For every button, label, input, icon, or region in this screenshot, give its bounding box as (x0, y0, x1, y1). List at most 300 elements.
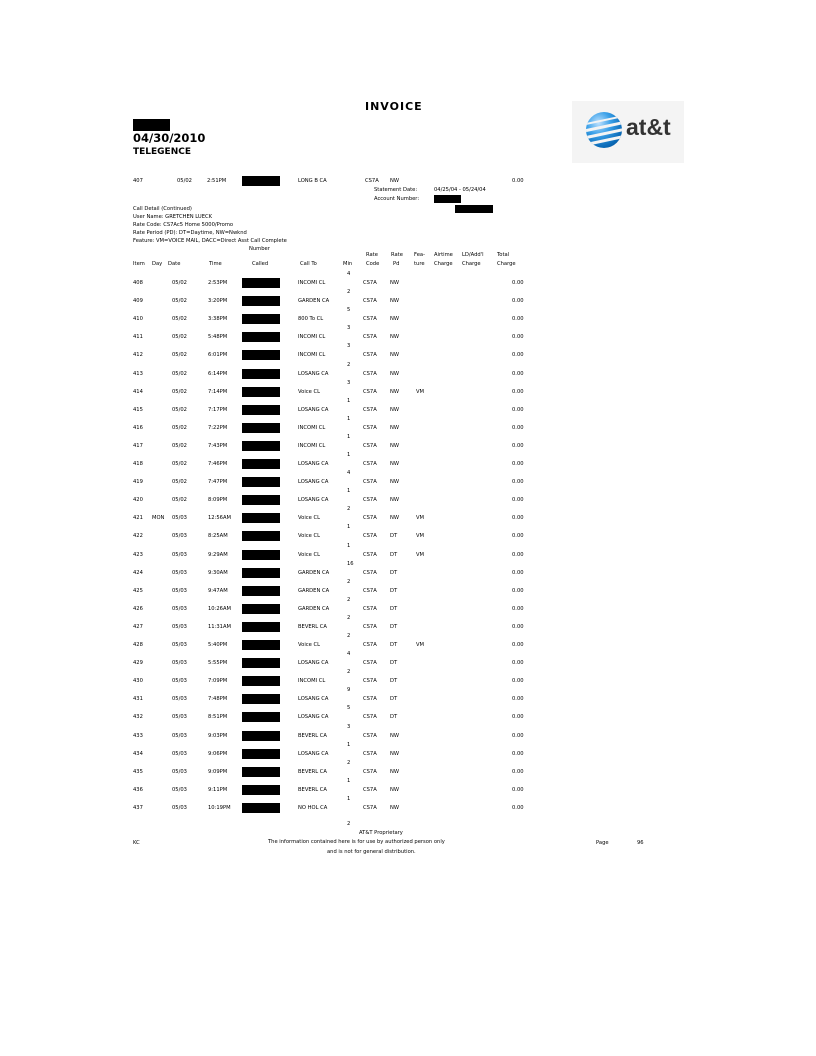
row-min: 1 (347, 524, 351, 531)
row-item: 428 (133, 642, 143, 648)
row-date: 05/02 (172, 442, 187, 449)
row-total: 0.00 (512, 497, 524, 504)
row-total: 0.00 (512, 587, 524, 594)
col-number-bottom: Called (252, 261, 269, 267)
footer-proprietary: AT&T Proprietary (359, 830, 403, 836)
redacted-number (242, 477, 280, 487)
row-min: 1 (347, 777, 351, 784)
row-min: 9 (347, 687, 351, 694)
call-detail-line-4: Rate Period (PD): DT=Daytime, NW=Nwknd (133, 230, 247, 236)
row-min: 4 (347, 651, 351, 658)
row-total: 0.00 (512, 370, 524, 377)
footer-left-code: KC (133, 840, 140, 846)
col-feature-top: Fea- (414, 252, 425, 258)
row-item: 436 (133, 786, 143, 793)
col-ld-top: LD/Add'l (462, 252, 484, 258)
redacted-number (242, 405, 280, 415)
row-date: 05/03 (172, 696, 187, 703)
row-rate-pd: NW (390, 750, 400, 757)
row-call-to: Voice CL (298, 551, 320, 558)
row-call-to: GARDEN CA (298, 298, 330, 305)
row-time: 7:22PM (208, 424, 228, 431)
row-rate-pd: NW (390, 280, 400, 286)
first-item-total: 0.00 (512, 178, 524, 184)
row-date: 05/03 (172, 587, 187, 594)
col-rate-pd-top: Rate (391, 252, 403, 258)
redacted-number (242, 676, 280, 686)
row-item: 409 (133, 298, 143, 305)
row-min: 2 (347, 289, 351, 296)
row-rate-pd: DT (390, 551, 398, 558)
row-item: 414 (133, 388, 143, 395)
redacted-number (242, 296, 280, 306)
row-total: 0.00 (512, 352, 524, 359)
row-rate-code: CS7A (363, 605, 377, 612)
row-call-to: NO HOL CA (298, 804, 328, 811)
row-min: 2 (347, 506, 351, 513)
row-total: 0.00 (512, 479, 524, 486)
redacted-number (242, 495, 280, 505)
row-min: 5 (347, 705, 351, 712)
redacted-number (242, 441, 280, 451)
col-date: Date (168, 261, 181, 267)
row-min: 1 (347, 397, 351, 404)
col-airtime-bottom: Charge (434, 261, 453, 267)
col-number-top: Number (249, 246, 270, 252)
row-rate-pd: NW (390, 442, 400, 449)
row-rate-code: CS7A (363, 298, 377, 305)
row-min: 2 (347, 633, 351, 639)
row-date: 05/03 (172, 714, 187, 721)
redacted-number (242, 513, 280, 523)
row-min: 2 (347, 361, 351, 368)
redacted-number (242, 387, 280, 397)
row-min: 4 (347, 271, 351, 277)
row-rate-code: CS7A (363, 732, 377, 739)
row-time: 7:43PM (208, 442, 228, 449)
invoice-date: 04/30/2010 (133, 131, 206, 145)
row-item: 435 (133, 768, 143, 775)
col-ld-bottom: Charge (462, 261, 481, 267)
row-item: 429 (133, 660, 143, 667)
row-date: 05/03 (172, 678, 187, 685)
row-rate-pd: DT (390, 605, 398, 612)
row-rate-pd: NW (390, 786, 400, 793)
row-date: 05/03 (172, 804, 187, 811)
row-date: 05/03 (172, 533, 187, 540)
row-date: 05/02 (172, 479, 187, 486)
row-rate-pd: NW (390, 515, 400, 522)
redacted-number (242, 658, 280, 668)
row-rate-code: CS7A (363, 642, 377, 648)
row-total: 0.00 (512, 732, 524, 739)
row-min: 3 (347, 325, 351, 332)
row-rate-pd: NW (390, 316, 400, 323)
row-time: 7:47PM (208, 479, 228, 486)
row-rate-code: CS7A (363, 406, 377, 413)
row-feature: VM (416, 515, 425, 522)
footer-notice-line-2: and is not for general distribution. (327, 849, 416, 855)
row-min: 1 (347, 452, 351, 458)
row-date: 05/03 (172, 732, 187, 739)
row-time: 9:09PM (208, 768, 228, 775)
row-item: 415 (133, 406, 143, 413)
row-call-to: INCOMI CL (298, 424, 326, 431)
row-item: 410 (133, 316, 143, 323)
row-call-to: LOSANG CA (298, 479, 329, 486)
row-call-to: LOSANG CA (298, 370, 329, 377)
footer-page-number: 96 (637, 840, 644, 846)
row-rate-code: CS7A (363, 678, 377, 685)
row-rate-pd: NW (390, 298, 400, 305)
redacted-account-number-2 (455, 205, 493, 213)
row-call-to: GARDEN CA (298, 587, 330, 594)
row-call-to: LOSANG CA (298, 461, 329, 467)
row-call-to: LOSANG CA (298, 406, 329, 413)
row-date: 05/02 (172, 370, 187, 377)
row-rate-pd: NW (390, 424, 400, 431)
row-total: 0.00 (512, 515, 524, 522)
row-date: 05/02 (172, 461, 187, 467)
row-total: 0.00 (512, 551, 524, 558)
call-detail-line-3: Rate Code: CS7Ac5 Home 5000/Promo (133, 222, 234, 228)
row-call-to: Voice CL (298, 642, 320, 648)
first-item-number: 407 (133, 178, 143, 184)
row-total: 0.00 (512, 768, 524, 775)
row-rate-code: CS7A (363, 388, 377, 395)
row-item: 419 (133, 479, 143, 486)
row-time: 12:56AM (208, 515, 231, 522)
row-time: 10:26AM (208, 605, 231, 612)
row-total: 0.00 (512, 334, 524, 341)
row-call-to: BEVERL CA (298, 623, 327, 630)
row-time: 7:48PM (208, 696, 228, 703)
footer-notice-line-1: The information contained here is for use by authorized person only (268, 839, 445, 845)
row-date: 05/03 (172, 551, 187, 558)
row-item: 425 (133, 587, 143, 594)
row-min: 3 (347, 343, 351, 350)
row-rate-code: CS7A (363, 623, 377, 630)
row-min: 1 (347, 415, 351, 422)
row-total: 0.00 (512, 442, 524, 449)
row-call-to: Voice CL (298, 533, 320, 540)
row-item: 417 (133, 442, 143, 449)
row-call-to: BEVERL CA (298, 768, 327, 775)
row-time: 5:48PM (208, 334, 228, 341)
row-rate-code: CS7A (363, 696, 377, 703)
row-time: 3:38PM (208, 316, 228, 323)
row-item: 411 (133, 334, 143, 341)
row-rate-pd: NW (390, 732, 400, 739)
row-call-to: Voice CL (298, 515, 320, 522)
row-rate-pd: NW (390, 768, 400, 775)
row-total: 0.00 (512, 750, 524, 757)
row-total: 0.00 (512, 678, 524, 685)
row-rate-code: CS7A (363, 533, 377, 540)
redacted-number (242, 604, 280, 614)
row-date: 05/02 (172, 497, 187, 504)
row-rate-pd: DT (390, 642, 398, 648)
row-time: 2:53PM (208, 280, 228, 286)
row-total: 0.00 (512, 533, 524, 540)
row-rate-code: CS7A (363, 569, 377, 576)
row-min: 2 (347, 596, 351, 603)
row-rate-pd: NW (390, 352, 400, 359)
row-rate-pd: NW (390, 388, 400, 395)
row-call-to: INCOMI CL (298, 442, 326, 449)
row-rate-pd: DT (390, 714, 398, 721)
row-item: 422 (133, 533, 143, 540)
row-call-to: GARDEN CA (298, 569, 330, 576)
redacted-number (242, 332, 280, 342)
row-rate-pd: DT (390, 660, 398, 667)
row-total: 0.00 (512, 714, 524, 721)
row-rate-pd: DT (390, 569, 398, 576)
row-time: 5:40PM (208, 642, 228, 648)
row-call-to: Voice CL (298, 388, 320, 395)
row-item: 434 (133, 750, 143, 757)
row-time: 7:14PM (208, 388, 228, 395)
row-total: 0.00 (512, 696, 524, 703)
row-date: 05/03 (172, 768, 187, 775)
row-call-to: INCOMI CL (298, 352, 326, 359)
redacted-number (242, 278, 280, 288)
row-rate-pd: DT (390, 587, 398, 594)
row-rate-pd: NW (390, 406, 400, 413)
row-call-to: LOSANG CA (298, 660, 329, 667)
row-rate-pd: NW (390, 334, 400, 341)
redacted-number (242, 314, 280, 324)
redacted-number (242, 731, 280, 741)
redacted-number (242, 550, 280, 560)
row-rate-code: CS7A (363, 587, 377, 594)
row-rate-code: CS7A (363, 334, 377, 341)
row-rate-pd: NW (390, 479, 400, 486)
row-time: 9:29AM (208, 551, 228, 558)
row-time: 9:03PM (208, 732, 228, 739)
row-rate-code: CS7A (363, 352, 377, 359)
row-time: 9:06PM (208, 750, 228, 757)
row-rate-pd: DT (390, 623, 398, 630)
company-name: TELEGENCE (133, 147, 191, 157)
col-feature-bottom: ture (414, 261, 425, 267)
row-rate-pd: DT (390, 533, 398, 540)
row-feature: VM (416, 642, 425, 648)
row-total: 0.00 (512, 786, 524, 793)
statement-date-label: Statement Date: (374, 187, 418, 193)
row-rate-code: CS7A (363, 660, 377, 667)
row-min: 1 (347, 433, 351, 440)
row-min: 3 (347, 379, 351, 386)
row-rate-pd: DT (390, 696, 398, 703)
statement-date-value: 04/25/04 - 05/24/04 (434, 187, 486, 193)
row-total: 0.00 (512, 298, 524, 305)
redacted-number (242, 176, 280, 186)
row-call-to: BEVERL CA (298, 786, 327, 793)
att-logo-text: at&t (626, 114, 671, 140)
row-rate-code: CS7A (363, 280, 377, 286)
row-rate-pd: NW (390, 370, 400, 377)
first-item-call-to: LONG B CA (298, 178, 327, 184)
row-item: 423 (133, 551, 143, 558)
row-rate-code: CS7A (363, 750, 377, 757)
first-item-rate-code: CS7A (365, 178, 379, 184)
row-rate-code: CS7A (363, 515, 377, 522)
row-item: 416 (133, 424, 143, 431)
row-time: 3:20PM (208, 298, 228, 305)
row-rate-pd: NW (390, 497, 400, 504)
row-rate-code: CS7A (363, 442, 377, 449)
call-detail-line-5: Feature: VM=VOICE MAIL, DACC=Direct Asst Call Complete (133, 238, 287, 244)
row-date: 05/02 (172, 280, 187, 286)
row-item: 433 (133, 732, 143, 739)
row-total: 0.00 (512, 406, 524, 413)
row-min: 16 (347, 560, 354, 567)
row-item: 412 (133, 352, 143, 359)
row-total: 0.00 (512, 605, 524, 612)
row-min: 1 (347, 741, 351, 748)
row-time: 5:55PM (208, 660, 228, 667)
row-call-to: LOSANG CA (298, 714, 329, 721)
row-total: 0.00 (512, 280, 524, 286)
row-min: 1 (347, 488, 351, 495)
row-time: 6:14PM (208, 370, 228, 377)
row-item: 432 (133, 714, 143, 721)
row-feature: VM (416, 533, 425, 540)
row-time: 7:09PM (208, 678, 228, 685)
redacted-number (242, 350, 280, 360)
col-rate-code-bottom: Code (366, 261, 380, 267)
trailing-min: 2 (347, 821, 351, 827)
row-min: 1 (347, 542, 351, 549)
row-time: 8:25AM (208, 533, 228, 540)
row-total: 0.00 (512, 642, 524, 648)
row-feature: VM (416, 388, 425, 395)
row-rate-code: CS7A (363, 551, 377, 558)
row-min: 1 (347, 795, 351, 802)
row-item: 427 (133, 623, 143, 630)
row-rate-code: CS7A (363, 768, 377, 775)
row-time: 9:47AM (208, 587, 228, 594)
col-total-top: Total (497, 252, 510, 258)
row-date: 05/03 (172, 642, 187, 648)
redacted-number (242, 586, 280, 596)
row-rate-pd: DT (390, 678, 398, 685)
row-call-to: GARDEN CA (298, 605, 330, 612)
row-total: 0.00 (512, 660, 524, 667)
footer-page-label: Page (596, 840, 609, 846)
col-rate-code-top: Rate (366, 252, 378, 258)
row-rate-code: CS7A (363, 497, 377, 504)
row-total: 0.00 (512, 569, 524, 576)
redacted-number (242, 712, 280, 722)
row-min: 2 (347, 614, 351, 621)
att-logo (572, 101, 684, 163)
att-globe-icon (586, 112, 622, 148)
row-time: 11:31AM (208, 623, 231, 630)
row-item: 431 (133, 696, 143, 703)
row-time: 7:46PM (208, 461, 228, 467)
redacted-number (242, 622, 280, 632)
row-min: 5 (347, 307, 351, 314)
row-call-to: INCOMI CL (298, 280, 326, 286)
row-feature: VM (416, 551, 425, 558)
row-call-to: LOSANG CA (298, 696, 329, 703)
row-total: 0.00 (512, 388, 524, 395)
col-airtime-top: Airtime (434, 252, 453, 258)
row-time: 6:01PM (208, 352, 228, 359)
row-total: 0.00 (512, 424, 524, 431)
row-rate-code: CS7A (363, 804, 377, 811)
call-detail-line-2: User Name: GRETCHEN LUECK (133, 214, 212, 220)
row-total: 0.00 (512, 461, 524, 467)
row-date: 05/03 (172, 750, 187, 757)
row-date: 05/02 (172, 352, 187, 359)
col-min: Min (343, 261, 353, 267)
row-item: 430 (133, 678, 143, 685)
row-total: 0.00 (512, 316, 524, 323)
row-date: 05/03 (172, 660, 187, 667)
redacted-number (242, 767, 280, 777)
row-rate-pd: NW (390, 804, 400, 811)
row-date: 05/02 (172, 334, 187, 341)
row-min: 2 (347, 578, 351, 585)
row-call-to: LOSANG CA (298, 750, 329, 757)
row-date: 05/02 (172, 388, 187, 395)
redacted-number (242, 785, 280, 795)
redacted-number (242, 459, 280, 469)
first-item-date: 05/02 (177, 178, 192, 184)
row-time: 9:30AM (208, 569, 228, 576)
redacted-number (242, 694, 280, 704)
row-rate-code: CS7A (363, 479, 377, 486)
row-time: 8:09PM (208, 497, 228, 504)
row-min: 2 (347, 669, 351, 676)
row-rate-pd: NW (390, 461, 400, 467)
first-item-time: 2:51PM (207, 178, 227, 184)
row-date: 05/02 (172, 406, 187, 413)
row-date: 05/03 (172, 605, 187, 612)
redacted-number (242, 568, 280, 578)
redacted-account-number (434, 195, 461, 203)
redacted-number (242, 369, 280, 379)
row-call-to: INCOMI CL (298, 334, 326, 341)
row-call-to: INCOMI CL (298, 678, 326, 685)
row-total: 0.00 (512, 804, 524, 811)
redacted-account-name (133, 119, 170, 131)
row-item: 420 (133, 497, 143, 504)
row-date: 05/03 (172, 786, 187, 793)
redacted-number (242, 803, 280, 813)
invoice-title: INVOICE (365, 100, 423, 113)
row-date: 05/03 (172, 515, 187, 522)
redacted-number (242, 423, 280, 433)
col-time: Time (209, 261, 222, 267)
row-date: 05/03 (172, 623, 187, 630)
redacted-number (242, 640, 280, 650)
redacted-number (242, 531, 280, 541)
account-number-label: Account Number: (374, 196, 420, 202)
row-item: 413 (133, 370, 143, 377)
row-day: MON (152, 515, 165, 522)
row-date: 05/03 (172, 569, 187, 576)
row-rate-code: CS7A (363, 316, 377, 323)
row-min: 2 (347, 759, 351, 766)
redacted-number (242, 749, 280, 759)
row-call-to: LOSANG CA (298, 497, 329, 504)
row-time: 7:17PM (208, 406, 228, 413)
row-item: 408 (133, 280, 143, 286)
